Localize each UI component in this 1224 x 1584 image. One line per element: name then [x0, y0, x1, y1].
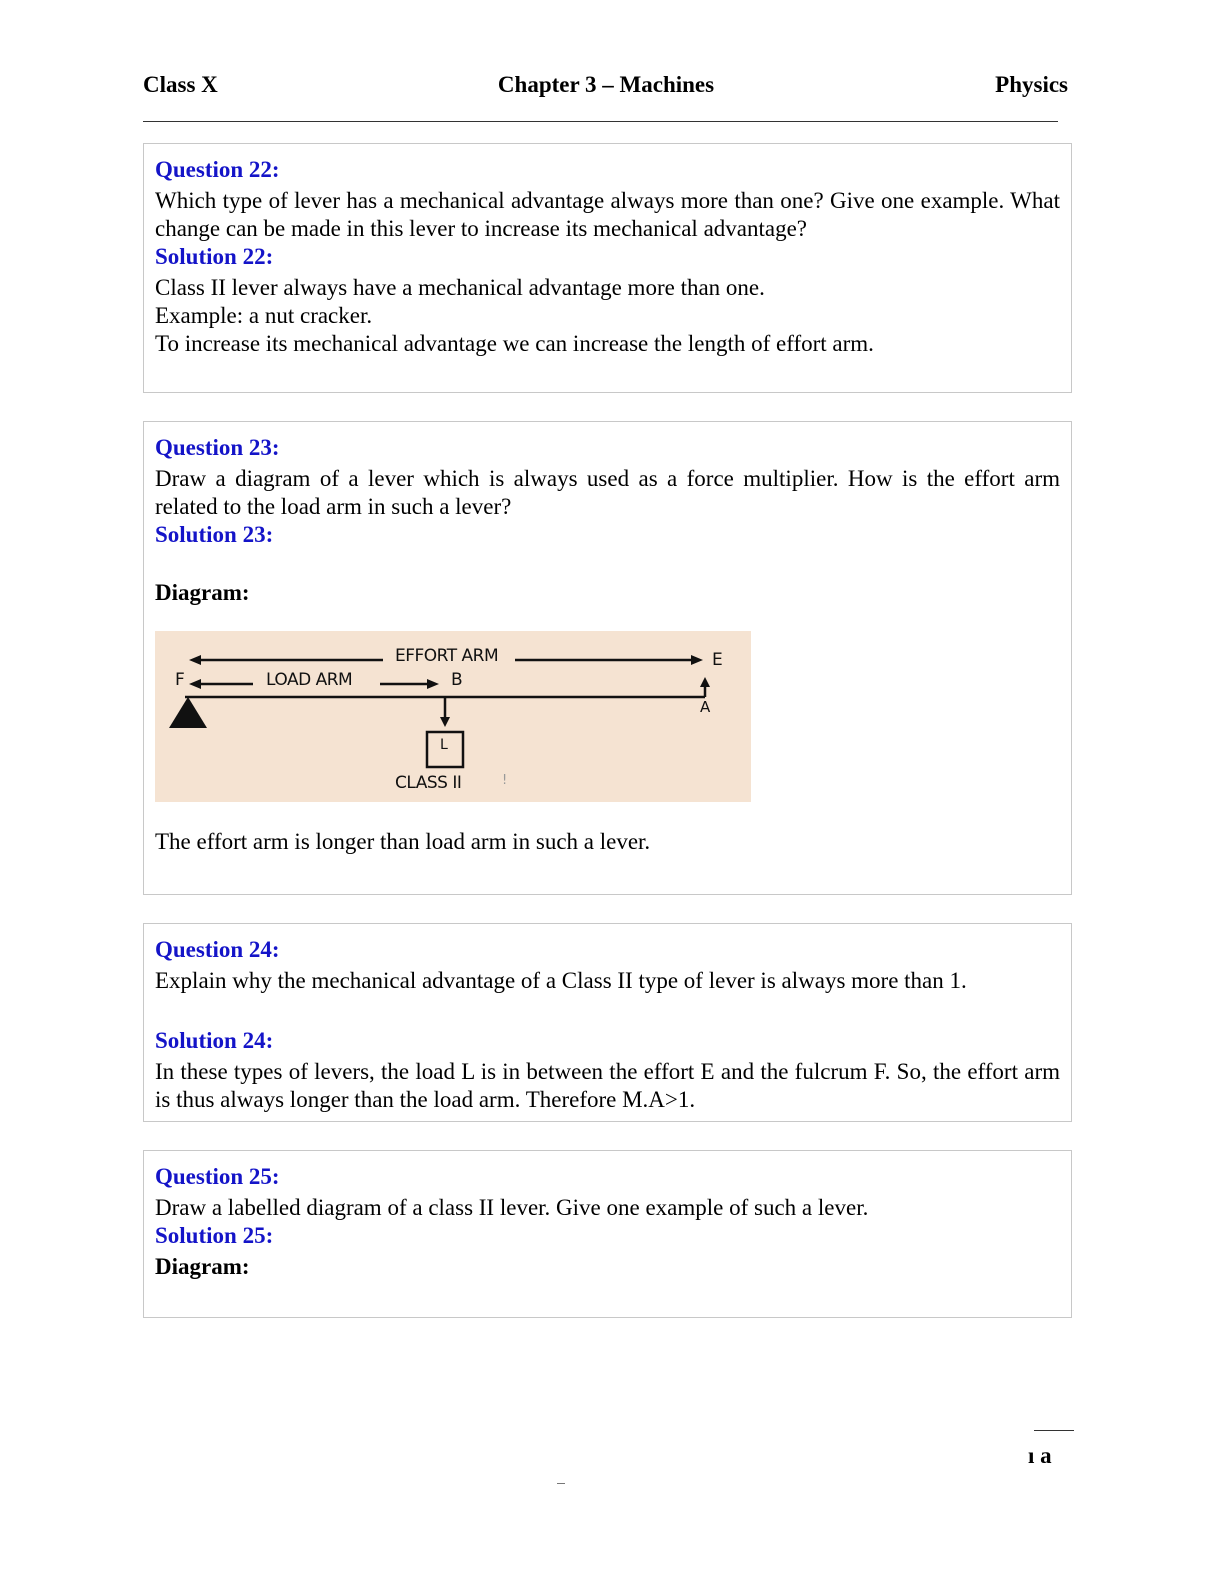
solution-22-line-1: Class II lever always have a mechanical advantage more than one.: [155, 275, 765, 300]
solution-24-text: In these types of levers, the load L is in between the effort E and the fulcrum F. So, the effort arm is thus always longer than the load arm. Therefore M.A>1.: [155, 1059, 1060, 1112]
point-a-label: A: [700, 698, 710, 716]
footer-text: ı a: [1028, 1443, 1052, 1468]
question-22-box: [143, 143, 1072, 393]
question-25-label: Question 25:: [155, 1164, 280, 1189]
load-l-label: L: [440, 737, 448, 753]
solution-25-label: Solution 25:: [155, 1223, 274, 1248]
solution-24-label: Solution 24:: [155, 1028, 274, 1053]
question-23-text: Draw a diagram of a lever which is always used as a force multiplier. How is the effort arm related to the load arm in such a lever?: [155, 466, 1060, 519]
effort-arm-label: EFFORT ARM: [395, 646, 499, 666]
question-25-text: Draw a labelled diagram of a class II lever. Give one example of such a lever.: [155, 1195, 869, 1220]
point-b-label: B: [451, 670, 463, 690]
class-ii-caption: CLASS II: [395, 773, 462, 793]
solution-22-line-2: Example: a nut cracker.: [155, 303, 373, 328]
solution-23-conclusion: The effort arm is longer than load arm in such a lever.: [155, 829, 651, 854]
footer-divider: [1034, 1430, 1074, 1431]
fulcrum-label: F: [175, 670, 185, 690]
question-25-box: [143, 1150, 1072, 1318]
question-24-text: Explain why the mechanical advantage of a Class II type of lever is always more than 1.: [155, 968, 967, 993]
solution-22-line-3: To increase its mechanical advantage we can increase the length of effort arm.: [155, 331, 874, 356]
header-class: Class X: [143, 72, 218, 97]
question-22-label: Question 22:: [155, 157, 280, 182]
diagram-25-label: Diagram:: [155, 1254, 250, 1279]
solution-23-label: Solution 23:: [155, 522, 274, 547]
header-subject: Physics: [995, 72, 1068, 97]
footer-mark: [557, 1483, 565, 1484]
question-23-box: [143, 421, 1072, 895]
class-ii-lever-diagram: [155, 631, 751, 802]
header-divider: [143, 121, 1058, 122]
question-22-text: Which type of lever has a mechanical advantage always more than one? Give one example. What change can be made in this lever to increase its mechanical advantage?: [155, 188, 1060, 241]
effort-e-label: E: [712, 650, 723, 670]
stray-mark: !: [502, 773, 507, 788]
question-24-label: Question 24:: [155, 937, 280, 962]
solution-22-label: Solution 22:: [155, 244, 274, 269]
question-23-label: Question 23:: [155, 435, 280, 460]
question-24-box: [143, 923, 1072, 1122]
diagram-23-label: Diagram:: [155, 580, 250, 605]
load-arm-label: LOAD ARM: [266, 670, 353, 690]
header-chapter: Chapter 3 – Machines: [497, 72, 715, 97]
